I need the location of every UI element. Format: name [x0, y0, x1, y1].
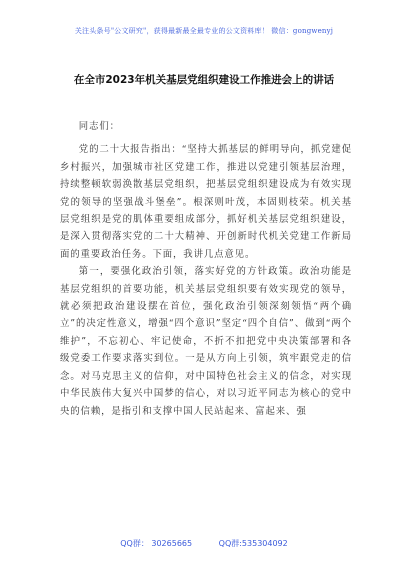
document-title: 在全市2023年机关基层党组织建设工作推进会上的讲话: [73, 74, 335, 86]
footer-qq-group-2: QQ群:535304092: [218, 539, 288, 548]
document-body: [60, 118, 352, 420]
footer-qq-group-1: QQ群： 30265665: [120, 539, 193, 548]
header-banner: 关注头条号"公文研究"，获得最新最全最专业的公文资料库！ 微信：gongwenyj: [74, 27, 334, 35]
footer: [0, 538, 408, 549]
paragraph-first-point: 第一，要强化政治引领，落实好党的方针政策。政治功能是基层党组织的首要功能，机关基层党组织要有效实现党的领导，就必须把政治建设摆在首位，强化政治引领深刻领悟“两个确立”的决定性意义，增强“四个意识”坚定“四个自信”、做到“两个维护”，不忘初心、牢记使命，不折不扣把党中央决策部署和各级党委工作要求落实到位。一是从方向上引领，筑牢跟党走的信念。对马克思主义的信仰，对中国特色社会主义的信念，对实现中华民族伟大复兴中国梦的信心，对以习近平同志为核心的党中央的信赖，是指引和支撑中国人民站起来、富起来、强: [60, 266, 352, 417]
salutation: 同志们：: [78, 121, 120, 132]
paragraph-intro: 党的二十大报告指出：“坚持大抓基层的鲜明导向，抓党建促乡村振兴，加强城市社区党建工作，推进以党建引领基层治理，持续整顿软弱涣散基层党组织，把基层党组织建设成为有效实现党的领导的坚强战斗堡垒”。根深则叶茂，本固则枝荣。机关基层党组织是党的肌体重要组成部分，抓好机关基层党组织建设，是深入贯彻落实党的二十大精神、开创新时代机关党建工作新局面的重要政治任务。下面，我讲几点意见。: [60, 144, 352, 260]
